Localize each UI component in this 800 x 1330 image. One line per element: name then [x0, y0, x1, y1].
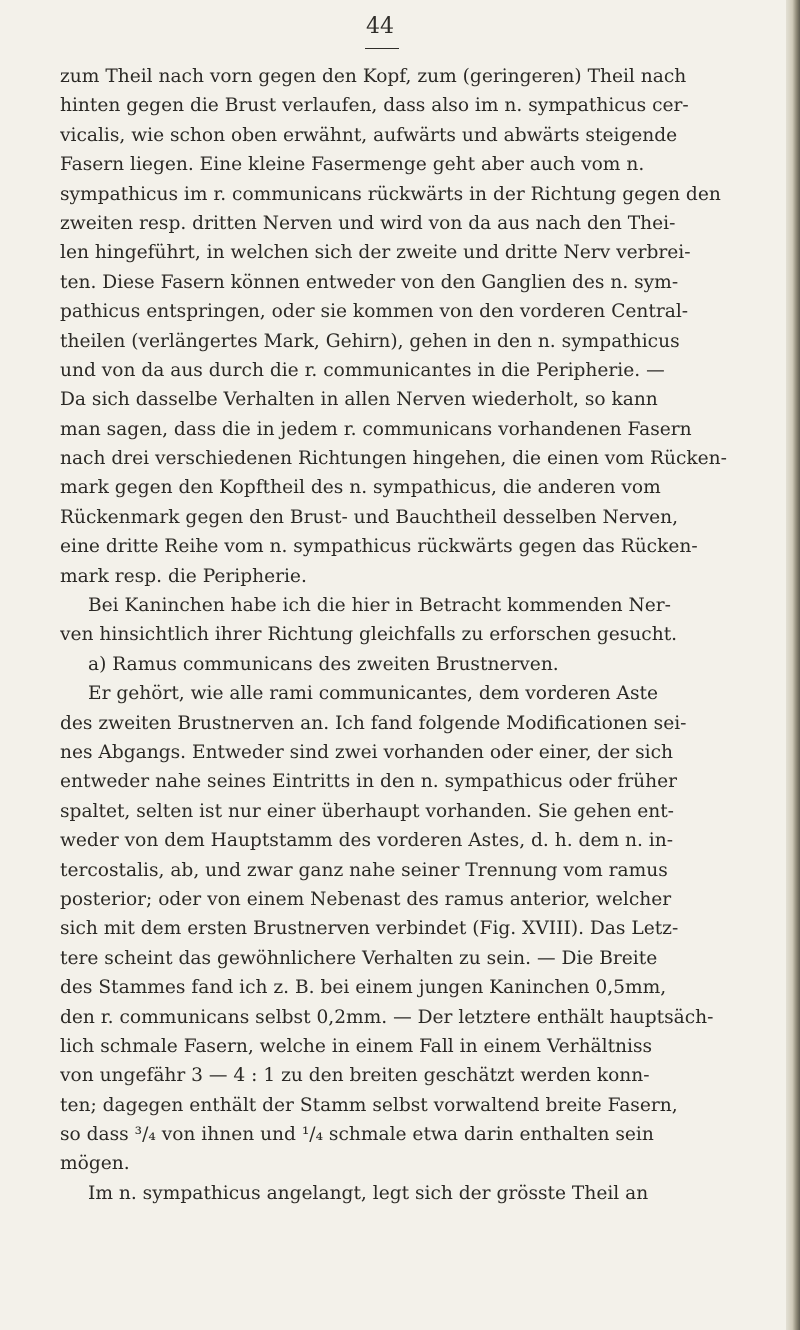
text-line: Im n. sympathicus angelangt, legt sich der grösste Theil an	[88, 1182, 649, 1204]
text-line: nes Abgangs. Entweder sind zwei vorhanden oder einer, der sich	[60, 741, 673, 763]
text-line: tere scheint das gewöhnlichere Verhalten zu sein. — Die Breite	[60, 947, 658, 969]
text-line: den r. communicans selbst 0,2mm. — Der letztere enthält hauptsäch-	[60, 1006, 714, 1028]
text-line: Bei Kaninchen habe ich die hier in Betracht kommenden Ner-	[88, 595, 671, 617]
text-line: so dass ³/₄ von ihnen und ¹/₄ schmale etwa darin enthalten sein	[60, 1124, 654, 1146]
text-line: hinten gegen die Brust verlaufen, dass also im n. sympathicus cer-	[60, 95, 689, 117]
text-line: sich mit dem ersten Brustnerven verbindet (Fig. XVIII). Das Letz-	[60, 918, 679, 940]
text-line: mark resp. die Peripherie.	[60, 565, 307, 587]
body-text	[60, 62, 766, 1208]
text-line: lich schmale Fasern, welche in einem Fall in einem Verhältniss	[60, 1035, 653, 1057]
text-line: nach drei verschiedenen Richtungen hingehen, die einen vom Rücken-	[60, 448, 727, 470]
text-line: pathicus entspringen, oder sie kommen von den vorderen Central-	[60, 301, 689, 323]
text-line: von ungefähr 3 — 4 : 1 zu den breiten geschätzt werden konn-	[60, 1065, 650, 1087]
text-line: len hingeführt, in welchen sich der zweite und dritte Nerv verbrei-	[60, 242, 691, 264]
text-line: tercostalis, ab, und zwar ganz nahe seiner Trennung vom ramus	[60, 859, 668, 881]
text-line: weder von dem Hauptstamm des vorderen Astes, d. h. dem n. in-	[60, 830, 673, 852]
text-line: ten. Diese Fasern können entweder von den Ganglien des n. sym-	[60, 271, 679, 293]
text-line: posterior; oder von einem Nebenast des ramus anterior, welcher	[60, 888, 672, 910]
text-line: und von da aus durch die r. communicantes in die Peripherie. —	[60, 359, 665, 381]
text-line: Er gehört, wie alle rami communicantes, dem vorderen Aste	[88, 683, 659, 705]
text-line: spaltet, selten ist nur einer überhaupt vorhanden. Sie gehen ent-	[60, 800, 674, 822]
text-line: entweder nahe seines Eintritts in den n. sympathicus oder früher	[60, 771, 677, 793]
text-line: sympathicus im r. communicans rückwärts in der Richtung gegen den	[60, 183, 721, 205]
text-line: man sagen, dass die in jedem r. communicans vorhandenen Fasern	[60, 418, 692, 440]
text-line: a) Ramus communicans des zweiten Brustnerven.	[88, 653, 559, 675]
text-line: vicalis, wie schon oben erwähnt, aufwärts und abwärts steigende	[60, 124, 678, 146]
text-line: Fasern liegen. Eine kleine Fasermenge geht aber auch vom n.	[60, 154, 645, 176]
text-line: des zweiten Brustnerven an. Ich fand folgende Modificationen sei-	[60, 712, 687, 734]
page-number: 44	[366, 14, 394, 39]
text-line: mögen.	[60, 1153, 130, 1175]
text-line: Rückenmark gegen den Brust- und Bauchtheil desselben Nerven,	[60, 506, 679, 528]
text-line: des Stammes fand ich z. B. bei einem jungen Kaninchen 0,5mm,	[60, 977, 667, 999]
page-edge-shadow	[786, 0, 800, 1330]
text-line: eine dritte Reihe vom n. sympathicus rückwärts gegen das Rücken-	[60, 536, 698, 558]
text-line: ten; dagegen enthält der Stamm selbst vorwaltend breite Fasern,	[60, 1094, 678, 1116]
text-line: zweiten resp. dritten Nerven und wird von da aus nach den Thei-	[60, 212, 676, 234]
text-line: theilen (verlängertes Mark, Gehirn), gehen in den n. sympathicus	[60, 330, 680, 352]
text-line: ven hinsichtlich ihrer Richtung gleichfalls zu erforschen gesucht.	[60, 624, 678, 646]
text-line: mark gegen den Kopftheil des n. sympathicus, die anderen vom	[60, 477, 661, 499]
text-line: zum Theil nach vorn gegen den Kopf, zum (geringeren) Theil nach	[60, 66, 687, 87]
text-line: Da sich dasselbe Verhalten in allen Nerven wiederholt, so kann	[60, 389, 658, 411]
page-number-rule	[365, 48, 399, 49]
